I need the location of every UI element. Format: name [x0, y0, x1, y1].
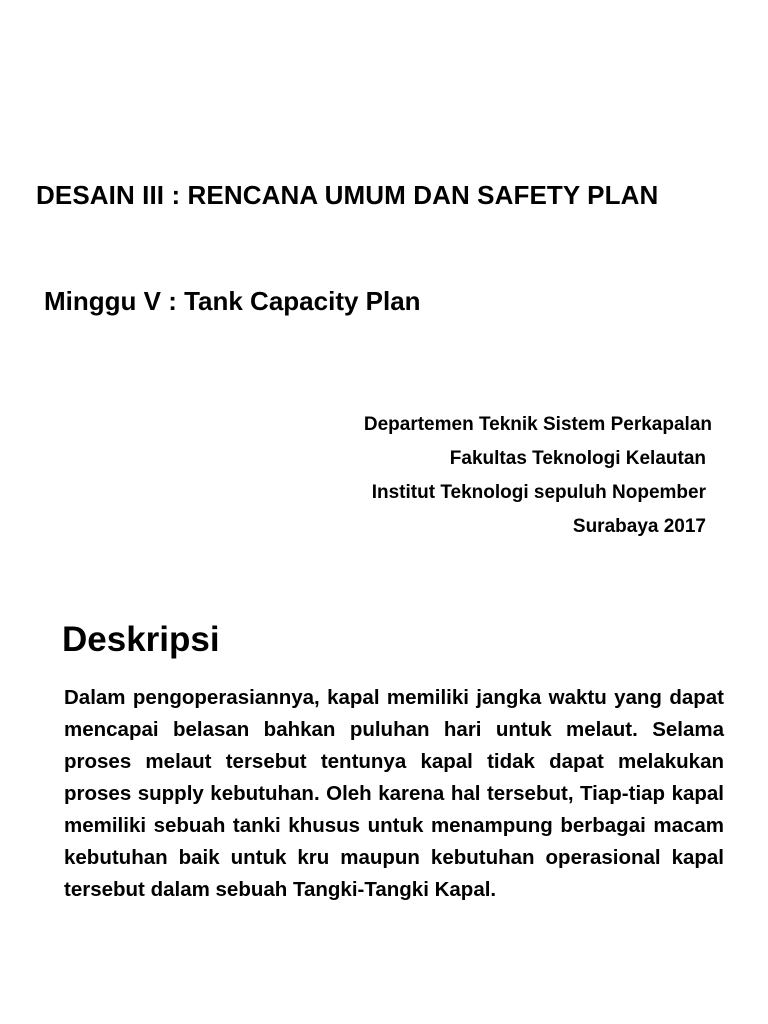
department-name: Departemen Teknik Sistem Perkapalan [363, 414, 712, 435]
description-slide [0, 600, 768, 1024]
affiliation-block [364, 408, 712, 544]
description-paragraph: Dalam pengoperasiannya, kapal memiliki jangka waktu yang dapat mencapai belasan bahkan puluhan hari untuk melaut. Selama proses melaut tersebut tentunya kapal tidak dapat melakukan proses supply kebutuhan. Oleh karena hal tersebut, Tiap-tiap kapal memiliki sebuah tanki khusus untuk menampung berbagai macam kebutuhan baik untuk kru maupun kebutuhan operasional kapal tersebut dalam sebuah Tangki-Tangki Kapal. [64, 686, 724, 901]
course-title: DESAIN III : RENCANA UMUM DAN SAFETY PLAN [36, 180, 659, 210]
section-heading: Deskripsi [62, 620, 220, 659]
faculty-name: Fakultas Teknologi Kelautan [449, 448, 706, 469]
city-year: Surabaya 2017 [572, 516, 706, 537]
week-subtitle: Minggu V : Tank Capacity Plan [44, 286, 421, 316]
institute-name: Institut Teknologi sepuluh Nopember [371, 482, 706, 503]
